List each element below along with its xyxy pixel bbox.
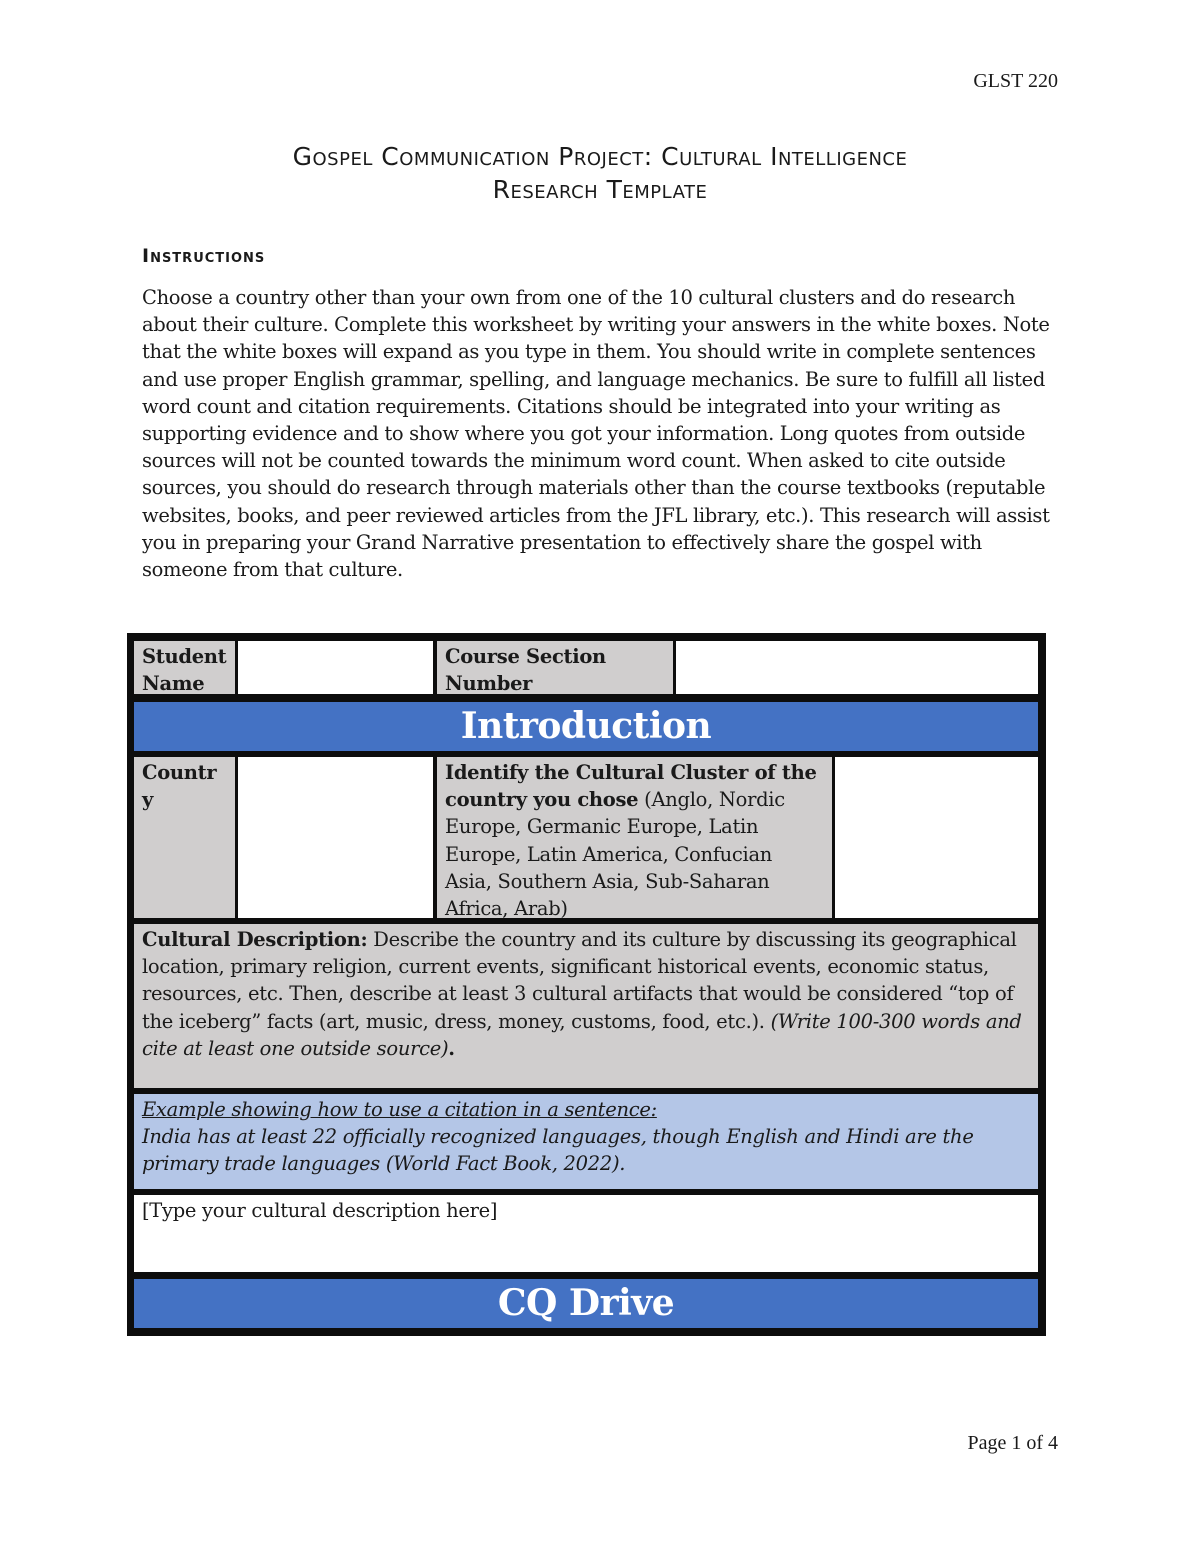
research-form-table [127,633,1046,1336]
cluster-prompt-bold: Identify the Cultural Cluster of the country you chose [445,761,817,812]
page-number: Page 1 of 4 [967,1432,1058,1454]
country-label: Country [134,757,235,918]
cultural-description-answer[interactable] [134,1195,1038,1272]
cultural-description-label: Cultural Description: [142,928,368,951]
citation-example-end: . [619,1152,626,1176]
citation-example-text: India has at least 22 officially recognized languages, though English and Hindi are the primary trade languages (World Fact Book, 2022) [142,1125,974,1176]
cluster-prompt [437,757,832,921]
citation-example [134,1094,1038,1189]
cq-drive-band: CQ Drive [134,1279,1038,1328]
introduction-band: Introduction [134,702,1038,751]
student-name-field[interactable] [238,641,433,694]
course-code-header: GLST 220 [973,70,1058,92]
country-field[interactable] [238,757,433,918]
document-title [0,140,1200,206]
instructions-body: Choose a country other than your own from one of the 10 cultural clusters and do research about their culture. Complete this worksheet by writing your answers in the white boxes. Note that the white boxes will expand as you type in them. You should write in complete sentences and use proper English grammar, spelling, and language mechanics. Be sure to fulfill all listed word count and citation requirements. Citations should be integrated into your writing as supporting evidence and to show where you got your information. Long quotes from outside sources will not be counted towards the minimum word count. When asked to cite outside sources, you should do research through materials other than the course textbooks (reputable websites, books, and peer reviewed articles from the JFL library, etc.). This research will assist you in preparing your Grand Narrative presentation to effectively share the gospel with someone from that culture. [142,286,1050,582]
cluster-field[interactable] [835,757,1038,918]
cultural-description-placeholder: [Type your cultural description here] [142,1199,498,1222]
cultural-description-prompt [134,924,1038,1088]
title-line-2: Research Template [492,175,708,204]
cultural-description-end: . [448,1036,455,1060]
instructions-heading: Instructions [142,245,266,267]
cultural-description-text: Describe the country and its culture by discussing its geographical location, primary religion, current events, significant historical events, economic status, resources, etc. Then, describe at least 3 cultural artifacts that would be considered “top of the iceberg” facts (art, music, dress, money, customs, food, etc.). [142,928,1017,1033]
citation-example-heading: Example showing how to use a citation in a sentence: [142,1098,657,1121]
student-name-label: Student Name [134,641,235,694]
cultural-description-requirement: (Write 100-300 words and cite at least one outside source) [142,1009,1022,1060]
course-section-field[interactable] [676,641,1038,694]
cluster-prompt-options: (Anglo, Nordic Europe, Germanic Europe, Latin Europe, Latin America, Confucian Asia, Southern Asia, Sub-Saharan Africa, Arab) [445,788,785,921]
title-line-1: Gospel Communication Project: Cultural Intelligence [292,142,908,171]
course-section-label: Course Section Number [437,641,673,694]
